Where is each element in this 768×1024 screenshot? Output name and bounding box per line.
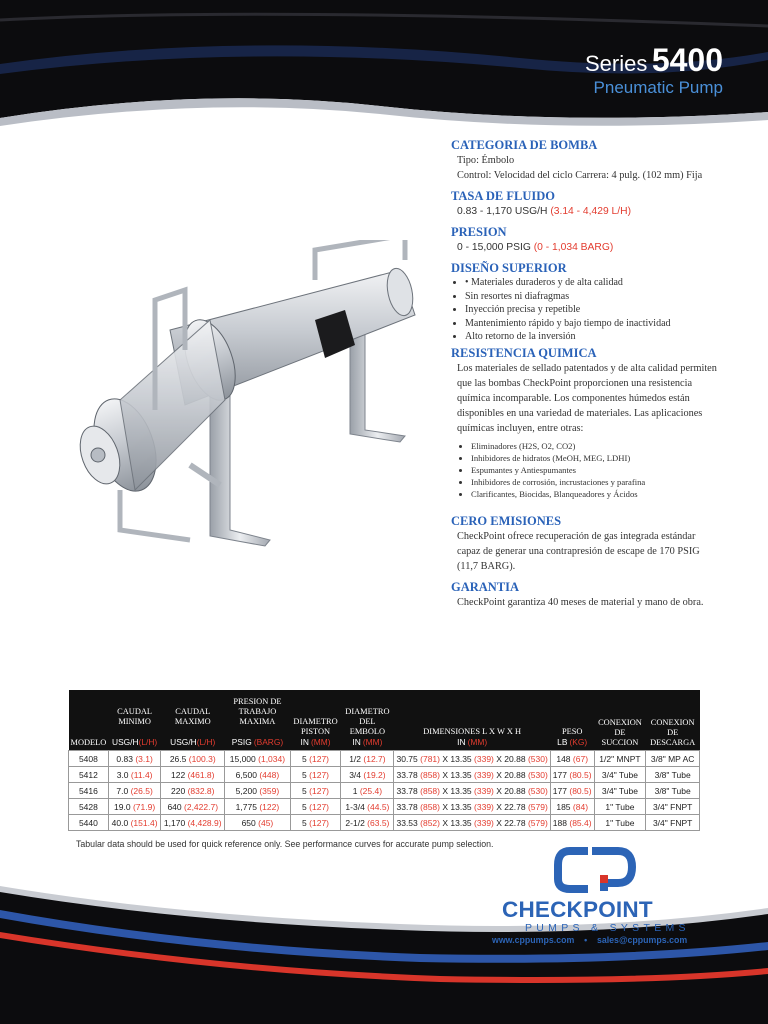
categoria-tipo: Tipo: Émbolo [457,155,515,166]
table-cell: 0.83 (3.1) [108,751,161,767]
presion-value: 0 - 15,000 PSIG [457,242,531,253]
table-cell: 1,775 (122) [225,799,291,815]
list-item: • Sin resortes ni diafragmas [465,290,721,304]
table-row [69,799,700,815]
diseno-list [451,276,721,344]
table-cell: 33.53 (852) X 13.35 (339) X 22.78 (579) [394,815,550,831]
table-cell: 33.78 (858) X 13.35 (339) X 20.88 (530) [394,767,550,783]
table-cell: 5 (127) [290,751,341,767]
table-cell: 5408 [69,751,109,767]
table-cell: 40.0 (151.4) [108,815,161,831]
table-cell: 5 (127) [290,783,341,799]
email-link[interactable]: sales@cppumps.com [596,935,688,945]
tasa-metric: (3.14 - 4,429 L/H) [550,206,632,217]
product-name: Pneumatic Pump [593,78,723,97]
table-cell: 3/4" FNPT [646,799,700,815]
cero-title: CERO EMISIONES [451,513,562,528]
table-cell: 1 (25.4) [341,783,394,799]
garantia-body: CheckPoint garantiza 40 meses de material y mano de obra. [457,596,704,608]
table-cell: 1" Tube [594,815,646,831]
table-cell: 3/4" FNPT [646,815,700,831]
table-cell: 122 (461.8) [161,767,225,783]
col-header: PESO LB (KG) [550,690,594,751]
website-link[interactable]: www.cppumps.com [492,935,575,945]
col-header: PRESION DE TRABAJO MAXIMA PSIG (BARG) [225,690,291,751]
table-note: Tabular data should be used for quick reference only. See performance curves for accurate pump selection. [76,839,494,849]
table-cell: 5416 [69,783,109,799]
presion-metric: (0 - 1,034 BARG) [533,242,614,253]
table-cell: 1-3/4 (44.5) [341,799,394,815]
resistencia-body: Los materiales de sellado patentados y de alta calidad permiten que las bombas CheckPoint proporcionen una resistencia química incomparable. Los componentes húmedos están disponibles en una variedad de materiales. Las aplicaciones químicas incluyen, entre otras: [457,362,717,434]
col-header: CAUDAL MAXIMO USG/H(L/H) [161,690,225,751]
table-cell: 2-1/2 (63.5) [341,815,394,831]
pump-image [60,240,450,560]
table-cell: 33.78 (858) X 13.35 (339) X 20.88 (530) [394,783,550,799]
list-item: • Alto retorno de la inversión [465,330,721,344]
col-header: DIMENSIONES L X W X H IN (MM) [394,690,550,751]
col-header: DIAMETRO DEL EMBOLO IN (MM) [341,690,394,751]
table-row [69,751,700,767]
brand-name: CHECKPOINT [502,897,653,922]
table-cell: 3/8" Tube [646,767,700,783]
resistencia-title: RESISTENCIA QUIMICA [451,345,597,360]
table-header-row [69,690,700,751]
table-cell: 3/4 (19.2) [341,767,394,783]
list-item: • Eliminadores (H2S, O2, CO2) [471,440,721,452]
table-cell: 188 (85.4) [550,815,594,831]
table-cell: 30.75 (781) X 13.35 (339) X 20.88 (530) [394,751,550,767]
list-item: • Espumantes y Antiespumantes [471,464,721,476]
table-cell: 15,000 (1,034) [225,751,291,767]
list-item: • • Materiales duraderos y de alta calidad [465,276,721,290]
table-cell: 6,500 (448) [225,767,291,783]
garantia-title: GARANTIA [451,579,520,594]
table-cell: 5 (127) [290,799,341,815]
table-cell: 5 (127) [290,815,341,831]
table-cell: 177 (80.5) [550,783,594,799]
table-cell: 148 (67) [550,751,594,767]
list-item: • Inhibidores de corrosión, incrustaciones y parafina [471,476,721,488]
series-title [585,42,723,79]
table-cell: 3/4" Tube [594,783,646,799]
table-cell: 5,200 (359) [225,783,291,799]
list-item: • Inyección precisa y repetible [465,303,721,317]
table-cell: 177 (80.5) [550,767,594,783]
table-cell: 185 (84) [550,799,594,815]
list-item: • Mantenimiento rápido y bajo tiempo de inactividad [465,317,721,331]
table-cell: 3/8" Tube [646,783,700,799]
list-item: • Inhibidores de hidratos (MeOH, MEG, LDHI) [471,452,721,464]
col-header: CONEXION DE DESCARGA [646,690,700,751]
table-cell: 1,170 (4,428.9) [161,815,225,831]
table-cell: 220 (832.8) [161,783,225,799]
categoria-control: Control: Velocidad del ciclo Carrera: 4 pulg. (102 mm) Fija [457,170,703,181]
cero-body: CheckPoint ofrece recuperación de gas integrada estándar capaz de generar una contrapresión de escape de 170 PSIG (11,7 BARG). [457,530,700,572]
contact-line [492,935,687,945]
presion-value-line [457,240,721,255]
table-cell: 19.0 (71.9) [108,799,161,815]
table-row [69,815,700,831]
table-cell: 5 (127) [290,767,341,783]
table-cell: 1/2" MNPT [594,751,646,767]
spec-column [451,138,721,610]
series-number: 5400 [651,42,723,78]
resistencia-list [457,440,721,500]
col-header: CAUDAL MINIMO USG/H(L/H) [108,690,161,751]
categoria-title: CATEGORIA DE BOMBA [451,138,598,152]
table-cell: 5440 [69,815,109,831]
table-row [69,783,700,799]
table-cell: 640 (2,422.7) [161,799,225,815]
tasa-value-line [457,204,721,219]
list-item: • Clarificantes, Biocidas, Blanqueadores y Ácidos [471,488,721,500]
table-cell: 7.0 (26.5) [108,783,161,799]
tasa-value: 0.83 - 1,170 USG/H [457,206,548,217]
table-cell: 3/4" Tube [594,767,646,783]
table-cell: 3.0 (11.4) [108,767,161,783]
col-header: MODELO [69,690,109,751]
table-cell: 26.5 (100.3) [161,751,225,767]
table-cell: 5428 [69,799,109,815]
spec-table [68,690,700,831]
presion-title: PRESION [451,225,507,239]
table-cell: 1/2 (12.7) [341,751,394,767]
tasa-title: TASA DE FLUIDO [451,189,555,203]
diseno-title: DISEÑO SUPERIOR [451,261,567,275]
table-body [69,751,700,831]
table-cell: 3/8" MP AC [646,751,700,767]
table-cell: 33.78 (858) X 13.35 (339) X 22.78 (579) [394,799,550,815]
table-cell: 5412 [69,767,109,783]
table-cell: 1" Tube [594,799,646,815]
table-row [69,767,700,783]
col-header: CONEXION DE SUCCION [594,690,646,751]
separator: • [584,935,588,945]
table-cell: 650 (45) [225,815,291,831]
series-label: Series [585,51,648,76]
brand-subtitle: PUMPS & SYSTEMS [525,922,690,934]
col-header: DIAMETRO PISTON IN (MM) [290,690,341,751]
